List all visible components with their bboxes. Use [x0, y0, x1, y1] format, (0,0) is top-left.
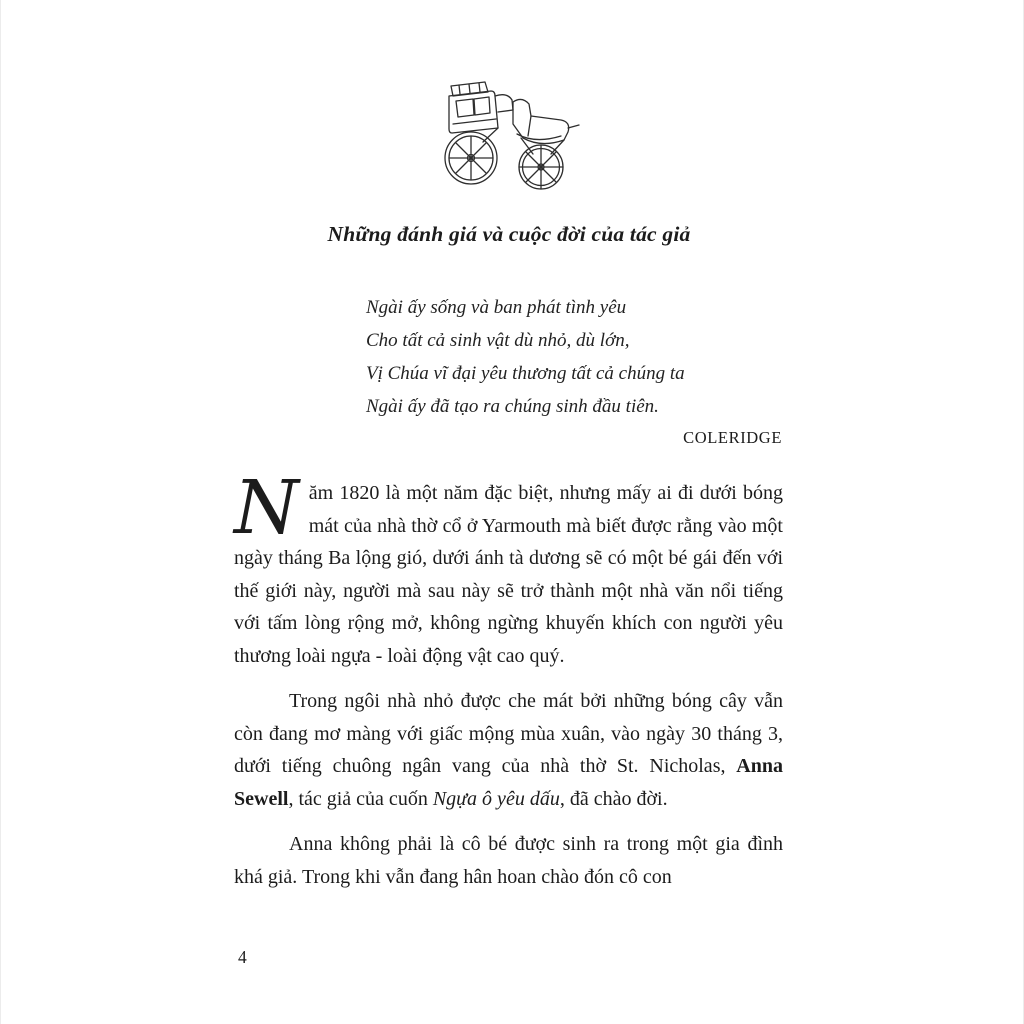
poem-line: Ngài ấy đã tạo ra chúng sinh đầu tiên.: [366, 396, 659, 417]
poem-line: Cho tất cả sinh vật dù nhỏ, dù lớn,: [366, 330, 630, 351]
horse-carriage-icon: [425, 72, 581, 192]
paragraph-2: [234, 685, 783, 815]
author-name: Anna Sewell: [234, 755, 783, 810]
drop-cap: N: [234, 465, 299, 551]
paragraph-text: Trong ngôi nhà nhỏ được che mát bởi những bóng cây vẫn còn đang mơ màng với giấc mộng mùa xuân, vào ngày 30 tháng 3, dưới tiếng chuông ngân vang của nhà thờ St. Nicholas,: [234, 690, 783, 777]
paragraph-3: Anna không phải là cô bé được sinh ra trong một gia đình khá giả. Trong khi vẫn đang hân hoan chào đón cô con: [234, 833, 783, 888]
paragraph-text: ăm 1820 là một năm đặc biệt, nhưng mấy ai đi dưới bóng mát của nhà thờ cổ ở Yarmouth mà biết được rằng vào một ngày tháng Ba lộng gió, dưới ánh tà dương sẽ có một bé gái đến với thế giới này, người mà sau này sẽ trở thành một nhà văn nổi tiếng với tấm lòng rộng mở, không ngừng khuyến khích con người yêu thương loài ngựa - loài động vật cao quý.: [234, 482, 783, 667]
book-title: Ngựa ô yêu dấu: [432, 787, 560, 810]
poem-attribution: COLERIDGE: [683, 428, 782, 447]
paragraph-text: , đã chào đời.: [559, 787, 668, 810]
poem-block: [366, 291, 685, 423]
poem-line: Vị Chúa vĩ đại yêu thương tất cả chúng ta: [366, 363, 685, 384]
section-title: Những đánh giá và cuộc đời của tác giả: [327, 222, 691, 246]
paragraph-1: [234, 465, 783, 672]
paragraph-text: , tác giả của cuốn: [288, 787, 433, 810]
page-number: 4: [238, 947, 247, 967]
poem-line: Ngài ấy sống và ban phát tình yêu: [366, 297, 627, 318]
body-text: [234, 465, 783, 906]
carriage-illustration: [425, 72, 581, 192]
